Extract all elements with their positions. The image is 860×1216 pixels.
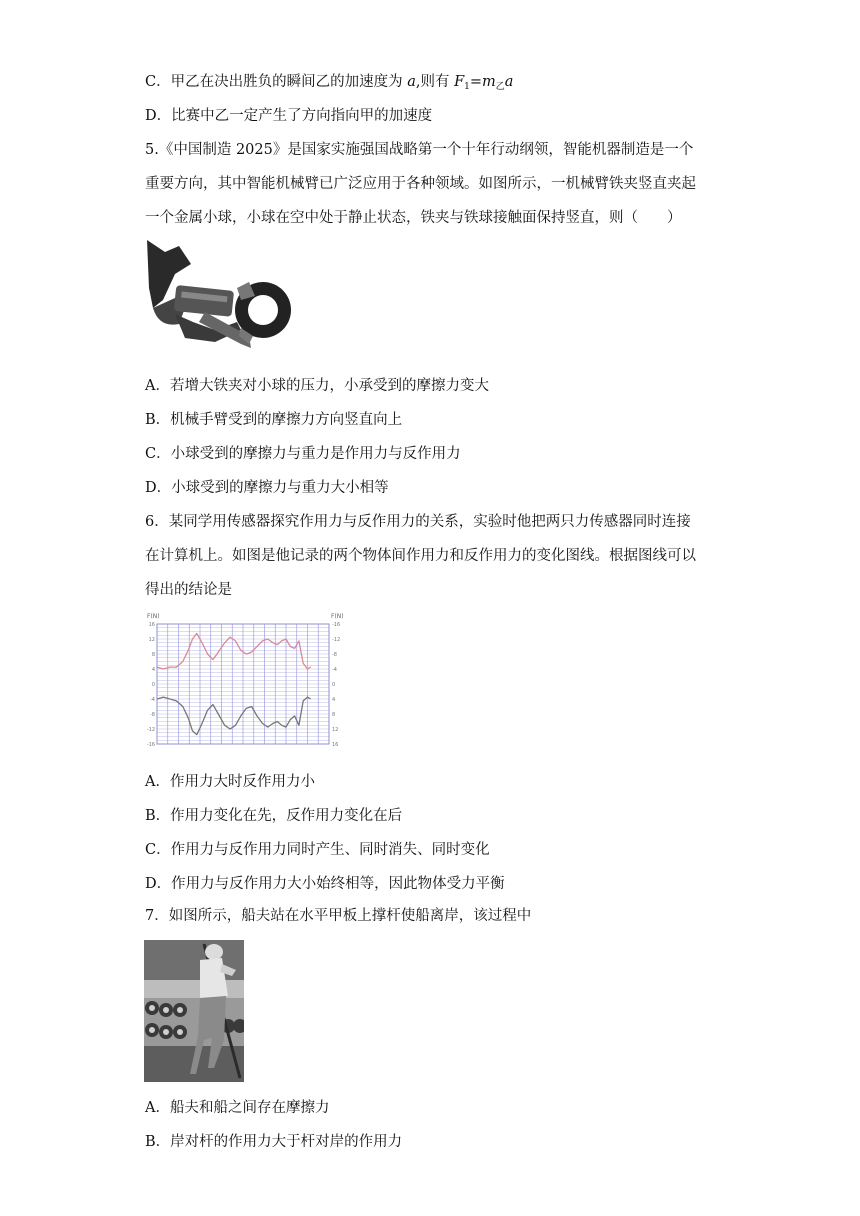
q5-option-a: A．若增大铁夹对小球的压力，小承受到的摩擦力变大 bbox=[145, 378, 489, 394]
q6-option-a: A．作用力大时反作用力小 bbox=[145, 774, 315, 790]
q5-option-c: C．小球受到的摩擦力与重力是作用力与反作用力 bbox=[145, 446, 461, 462]
q5-stem-line-3: 一个金属小球，小球在空中处于静止状态，铁夹与铁球接触面保持竖直，则（ ） bbox=[145, 210, 682, 226]
q6-option-d: D．作用力与反作用力大小始终相等，因此物体受力平衡 bbox=[145, 876, 505, 892]
y-tick-label-right: -16 bbox=[332, 622, 341, 628]
force-sensor-chart bbox=[143, 610, 357, 752]
y-tick-label-right: 12 bbox=[332, 727, 339, 733]
y-tick-label-left: -4 bbox=[150, 697, 155, 703]
y-tick-label-right: 4 bbox=[332, 697, 336, 703]
q4-option-d: D．比赛中乙一定产生了方向指向甲的加速度 bbox=[145, 108, 433, 124]
robotic-arm-image bbox=[145, 238, 293, 360]
q6-option-c: C．作用力与反作用力同时产生、同时消失、同时变化 bbox=[145, 842, 490, 858]
q5-stem-line-2: 重要方向，其中智能机械臂已广泛应用于各种领域。如图所示，一机械臂铁夹竖直夹起 bbox=[145, 176, 696, 192]
y-tick-label-left: -8 bbox=[150, 712, 155, 718]
y-tick-label-right: 0 bbox=[332, 682, 336, 688]
chart-ylabel-left: F(N) bbox=[147, 613, 160, 620]
q7-option-b: B．岸对杆的作用力大于杆对岸的作用力 bbox=[145, 1134, 403, 1150]
q6-stem-line-3: 得出的结论是 bbox=[145, 582, 232, 598]
q6-stem-line-1: 6．某同学用传感器探究作用力与反作用力的关系，实验时他把两只力传感器同时连接 bbox=[145, 514, 691, 530]
y-tick-label-left: 8 bbox=[151, 652, 155, 658]
force-chart-svg bbox=[143, 610, 357, 752]
boatman-photo bbox=[144, 940, 244, 1082]
y-tick-label-right: -8 bbox=[332, 652, 337, 658]
y-tick-label-right: -4 bbox=[332, 667, 337, 673]
y-tick-label-right: -12 bbox=[332, 637, 341, 643]
y-tick-label-left: 0 bbox=[151, 682, 155, 688]
chart-ylabel-right: F(N) bbox=[331, 613, 344, 620]
y-tick-label-right: 16 bbox=[332, 742, 339, 748]
y-tick-label-left: 16 bbox=[148, 622, 155, 628]
q7-option-a: A．船夫和船之间存在摩擦力 bbox=[145, 1100, 330, 1116]
q4-option-c: C．甲乙在决出胜负的瞬间乙的加速度为 a,则有 $F_1=m_乙a$ bbox=[145, 74, 514, 92]
q7-stem-line-1: 7．如图所示，船夫站在水平甲板上撑杆使船离岸，该过程中 bbox=[145, 908, 532, 924]
y-tick-label-right: 8 bbox=[332, 712, 336, 718]
y-tick-label-left: 4 bbox=[151, 667, 155, 673]
y-tick-label-left: 12 bbox=[148, 637, 155, 643]
q6-option-b: B．作用力变化在先，反作用力变化在后 bbox=[145, 808, 403, 824]
q5-option-b: B．机械手臂受到的摩擦力方向竖直向上 bbox=[145, 412, 403, 428]
y-tick-label-left: -12 bbox=[146, 727, 155, 733]
q6-stem-line-2: 在计算机上。如图是他记录的两个物体间作用力和反作用力的变化图线。根据图线可以 bbox=[145, 548, 696, 564]
q5-stem-line-1: 5.《中国制造 2025》是国家实施强国战略第一个十年行动纲领，智能机器制造是一个 bbox=[145, 142, 694, 158]
q5-option-d: D．小球受到的摩擦力与重力大小相等 bbox=[145, 480, 389, 496]
y-tick-label-left: -16 bbox=[146, 742, 155, 748]
